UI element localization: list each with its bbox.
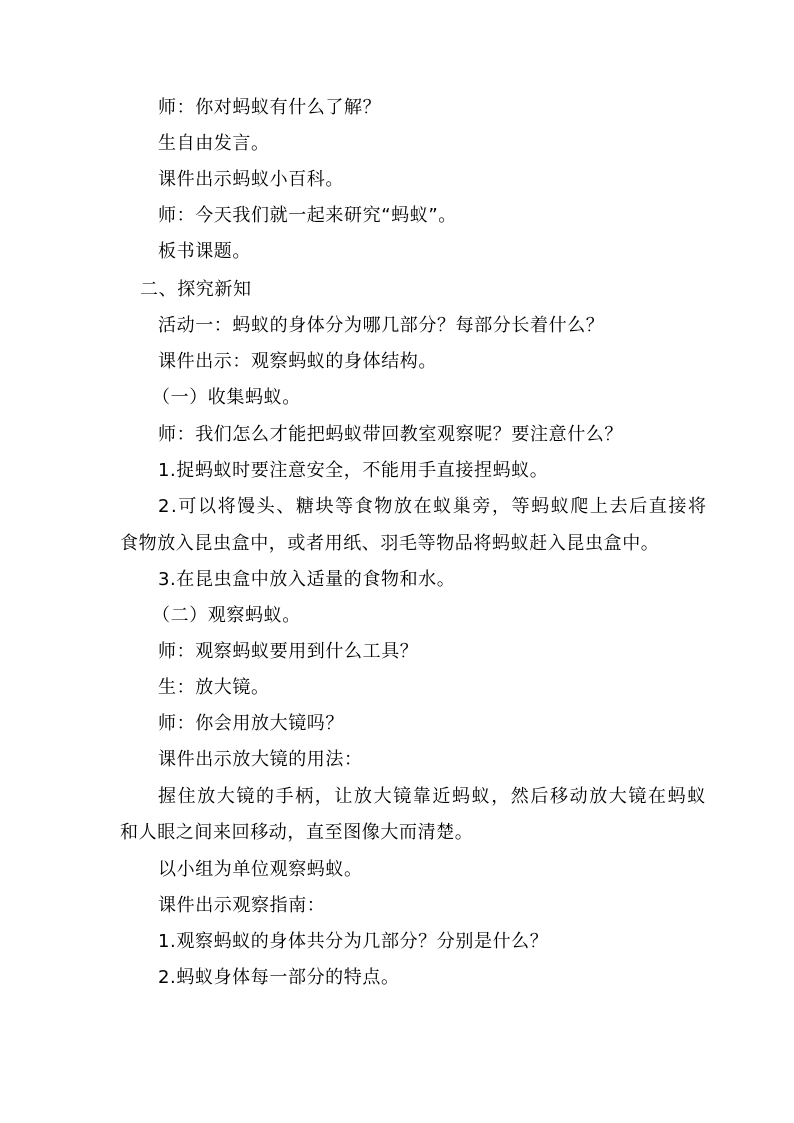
teacher-magnifier-question-line: 师：你会用放大镜吗？ — [158, 713, 344, 734]
teacher-collect-question-line: 师：我们怎么才能把蚂蚁带回教室观察呢？要注意什么？ — [158, 424, 623, 445]
group-observe-line: 以小组为单位观察蚂蚁。 — [158, 859, 363, 880]
courseware-magnifier-line: 课件出示放大镜的用法： — [158, 749, 363, 770]
guide-item-2: 2.蚂蚁身体每一部分的特点。 — [158, 967, 400, 988]
activity-one-line: 活动一：蚂蚁的身体分为哪几部分？每部分长着什么？ — [158, 315, 605, 336]
list-item-2-part-1: 2.可以将馒头、糖块等食物放在蚁巢旁，等蚂蚁爬上去后直接将 — [158, 496, 708, 517]
magnifier-usage-part-2: 和人眼之间来回移动，直至图像大而清楚。 — [120, 822, 474, 843]
teacher-topic-line: 师：今天我们就一起来研究“蚂蚁”。 — [158, 205, 457, 226]
subsection-collect: （一）收集蚂蚁。 — [152, 387, 301, 408]
courseware-guide-line: 课件出示观察指南： — [158, 895, 326, 916]
list-item-3: 3.在昆虫盒中放入适量的食物和水。 — [158, 569, 456, 590]
teacher-question-line: 师：你对蚂蚁有什么了解？ — [158, 97, 382, 118]
courseware-encyclopedia-line: 课件出示蚂蚁小百科。 — [158, 169, 344, 190]
student-free-talk-line: 生自由发言。 — [158, 133, 270, 154]
list-item-2-part-2: 食物放入昆虫盒中，或者用纸、羽毛等物品将蚂蚁赶入昆虫盒中。 — [120, 533, 660, 554]
blackboard-title-line: 板书课题。 — [158, 241, 251, 262]
courseware-structure-line: 课件出示：观察蚂蚁的身体结构。 — [158, 351, 437, 372]
student-answer-line: 生：放大镜。 — [158, 677, 270, 698]
magnifier-usage-part-1: 握住放大镜的手柄，让放大镜靠近蚂蚁，然后移动放大镜在蚂蚁 — [158, 786, 707, 807]
list-item-1: 1.捉蚂蚁时要注意安全，不能用手直接捏蚂蚁。 — [158, 460, 549, 481]
subsection-observe: （二）观察蚂蚁。 — [152, 605, 301, 626]
teacher-tool-question-line: 师：观察蚂蚁要用到什么工具？ — [158, 641, 419, 662]
guide-item-1: 1.观察蚂蚁的身体共分为几部分？分别是什么？ — [158, 931, 549, 952]
section-heading: 二、探究新知 — [140, 279, 252, 300]
